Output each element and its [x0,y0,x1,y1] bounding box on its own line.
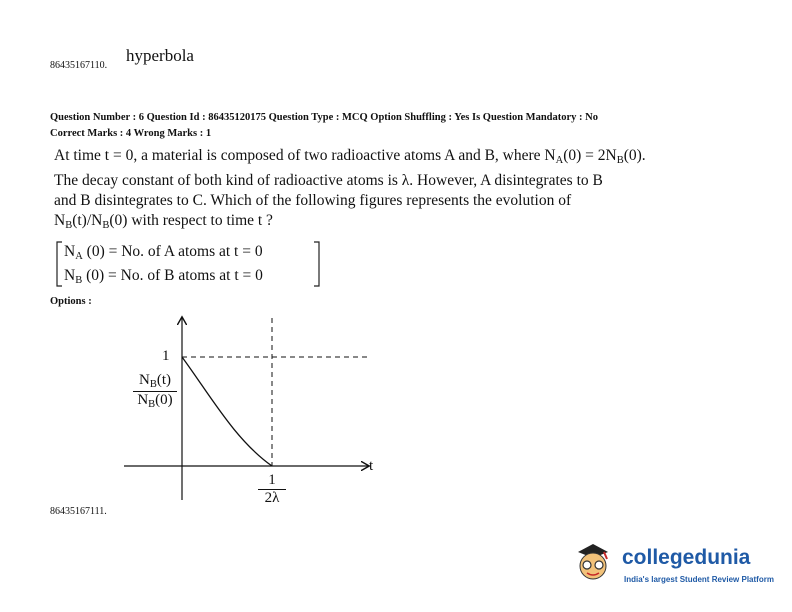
decay-graph [120,310,390,520]
x-tick-label: 1 2λ [258,472,286,507]
definition-row-a: $N_A$ (0) = No. of A atoms at t = 0 [64,243,263,262]
definition-row-b: $N_B$ (0) = No. of B atoms at t = 0 [64,267,263,286]
brand-name: collegedunia [622,546,751,569]
x-axis-label: t [369,458,374,474]
option-text: hyperbola [126,46,194,65]
option-id: 86435167110. [50,60,108,71]
y-axis-label: $N_B(t)$ $N_B(0)$ [133,372,177,410]
decay-curve [182,357,272,466]
question-meta-line: Question Number : 6 Question Id : 86435120175 Question Type : MCQ Option Shuffling : Yes Is Question Mandatory : No [50,112,598,123]
question-text: At time t = 0, a material is composed of two radioactive atoms A and B, where $N_A(0) = 2N_B(0)$. The decay constant of both kind of radioactive atoms is λ. However, A disintegrates to B and B disintegrates to C. Which of the following figures represents the evolution of $N_B(t)/N_B(0)$ with respect to time t ? [54,147,646,231]
option-id: 86435167111. [50,506,107,517]
marks-line: Correct Marks : 4 Wrong Marks : 1 [50,128,212,139]
definition-box [55,240,321,288]
brand-tagline: India's largest Student Review Platform [624,575,774,584]
mascot-logo [574,540,612,584]
options-label: Options : [50,296,92,307]
y-tick-label: 1 [162,348,170,364]
